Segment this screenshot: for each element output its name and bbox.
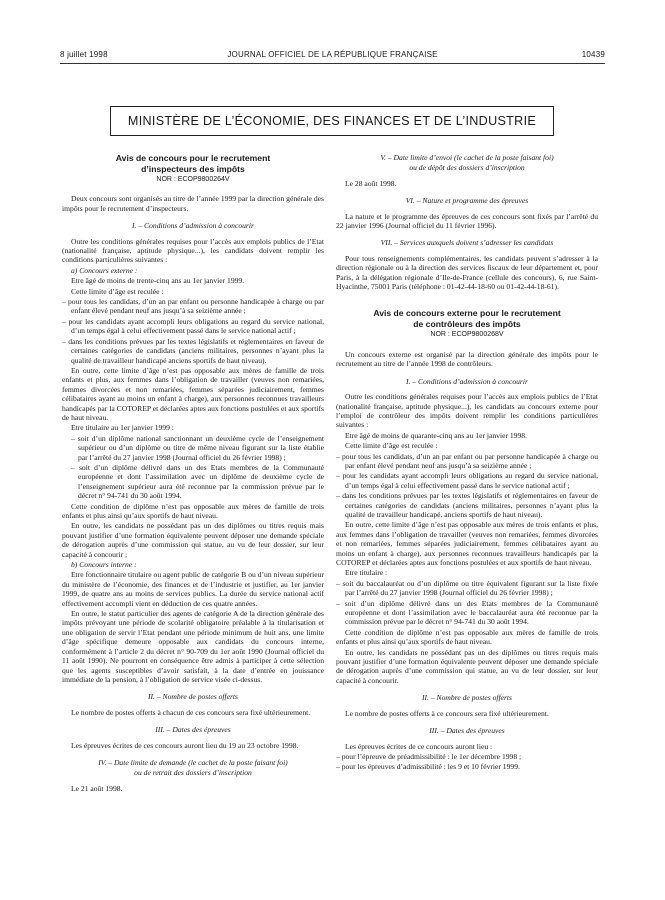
avis-title-line-1: Avis de concours pour le recrutement	[115, 153, 271, 163]
paragraph: Etre fonctionnaire titulaire ou agent public de catégorie B ou d’un niveau supérieur du ministère de l’économie, des finances et de l’industrie et justifier, au 1er janvier 1999, de quatre ans au moins de services publics. La durée du service national actif effectivement accompli vient en déduction de ces quatre années.	[62, 570, 324, 608]
page-header	[60, 50, 605, 62]
section-heading	[336, 238, 598, 247]
section-heading	[336, 726, 598, 735]
avis-title-line-2: d’inspecteurs des impôts	[141, 164, 245, 174]
paragraph: Outre les conditions générales requises pour l’accès aux emplois publics de l’Etat (nationalité française, aptitude physique...), les candidats doivent remplir les conditions particulières suivantes :	[62, 236, 324, 265]
paragraph: Outre les conditions générales requises pour l’accès aux emplois publics de l’Etat (nationalité française, aptitude physique...), les candidats au concours externe pour l’emploi de contrôleur des impôts doivent remplir les conditions particulières suivantes :	[336, 392, 598, 430]
paragraph: Etre titulaire au 1er janvier 1999 :	[71, 423, 174, 433]
paragraph: Les épreuves écrites de ces concours auront lieu du 19 au 23 octobre 1998.	[71, 740, 299, 750]
section-heading-text: II. – Nombre de postes offerts	[422, 693, 512, 703]
section-heading	[62, 221, 324, 230]
header-rule	[60, 63, 605, 64]
nor-reference: NOR : ECOP9800268V	[430, 331, 504, 339]
section-heading-text: III. – Dates des épreuves	[429, 726, 505, 736]
dash-item: – soit d’un diplôme national sanctionnant un deuxième cycle de l’enseignement supérieur ou d’un diplôme ou titre de même niveau figurant sur la liste établie par l’arrêté du 27 janvier 1998 (Journal officiel du 26 février 1998) ;	[71, 433, 324, 462]
paragraph: Un concours externe est organisé par la direction générale des impôts pour le recrutement au titre de l’année 1998 de contrôleurs.	[336, 349, 598, 369]
section-heading-line-1: V. – Date limite d’envoi (le cachet de la poste faisant foi)	[380, 153, 554, 162]
section-heading	[336, 196, 598, 205]
paragraph: Cette condition de diplôme n’est pas opposable aux mères de famille de trois enfants et plus ainsi qu’aux sportifs de haut niveau.	[336, 627, 598, 647]
dash-item: – soit d’un diplôme délivré dans un des Etats membres de la Communauté européenne et dont l’assimilation avec un diplôme de deuxième cycle de l’enseignement supérieur aura été reconnue par la commission prévue par le décret n° 94-741 du 30 août 1994.	[71, 462, 324, 501]
spacer	[336, 292, 598, 308]
paragraph: En outre, les candidats ne possédant pas un des diplômes ou titres requis mais pouvant justifier d’une formation équivalente peuvent déposer une demande spéciale de dérogation auprès d’une commission qui statue, au vu de leur dossier, sur leur capacité à concourir ;	[62, 521, 324, 559]
dash-item: – pour les candidats ayant accompli leurs obligations au regard du service national, d’un temps égal à celui effectivement passé dans le service national actif ;	[62, 316, 324, 336]
dash-item: – pour les candidats ayant accompli leurs obligations au regard du service national, d’un temps égal à celui effectivement passé dans le service national actif ;	[336, 471, 598, 490]
section-heading-line-2: ou de dépôt des dossiers d’inscription	[409, 163, 525, 173]
paragraph: Etre âgé de moins de quarante-cinq ans au 1er janvier 1998.	[345, 430, 527, 440]
section-heading	[336, 693, 598, 702]
paragraph: Cette condition de diplôme n’est pas opposable aux mères de famille de trois enfants et plus ainsi qu’aux sportifs de haut niveau.	[62, 501, 324, 520]
header-date: 8 juillet 1998	[60, 50, 108, 59]
section-heading-line-2: ou de retrait des dossiers d’inscription	[134, 768, 252, 778]
avis-title-line-1: Avis de concours externe pour le recrutement	[373, 308, 561, 319]
subheading: a) Concours externe :	[71, 265, 138, 275]
section-heading-text: VI. – Nature et programme des épreuves	[405, 196, 529, 206]
paragraph: Pour tous renseignements complémentaires, les candidats peuvent s’adresser à la direction régionale ou à la direction des services fiscaux de leur département et, pour Paris, à la délégation régionale d’Ile-de-France (cellule des concours), 6, rue Saint-Hyacinthe, 75001 Paris (téléphone : 01-42-44-18-60 ou 01-42-44-18-61).	[336, 253, 598, 292]
paragraph: Le nombre de postes offerts à ce concours sera fixé ultérieurement.	[345, 708, 549, 718]
dash-item: – pour les épreuves d’admissibilité : les 9 et 10 février 1999.	[336, 762, 520, 772]
section-heading	[336, 377, 598, 386]
dash-item: – pour l’épreuve de préadmissibilité : le 1er décembre 1998 ;	[336, 751, 522, 761]
paragraph: Cette limite d’âge est reculée :	[71, 286, 164, 296]
dash-item: – pour tous les candidats, d’un an par enfant ou personne handicapée à charge ou par enfant élevé pendant neuf ans jusqu’à sa seizième année ;	[62, 297, 324, 316]
dash-item: – dans les conditions prévues par les textes législatifs et réglementaires en faveur de certaines catégories de candidats (anciens militaires, personnes n’ayant plus la qualité de travailleur handicapé, anciens sportifs de haut niveau).	[336, 491, 598, 519]
ministry-title: MINISTÈRE DE L’ÉCONOMIE, DES FINANCES ET DE L’INDUSTRIE	[110, 106, 554, 136]
section-heading-text: I. – Conditions d’admission à concourir	[132, 221, 254, 231]
subheading: b) Concours interne :	[71, 560, 137, 570]
avis-title-line-2: de contrôleurs des impôts	[413, 319, 521, 330]
section-heading-text: VII. – Services auxquels doivent s’adresser les candidats	[380, 238, 554, 248]
section-heading-text: I. – Conditions d’admission à concourir	[406, 376, 528, 386]
paragraph: En outre, les candidats ne possédant pas un des diplômes ou titres requis mais pouvant justifier d’une formation équivalente peuvent déposer une demande spéciale de dérogation auprès d’une commission qui statue, au vu de leur dossier, sur leur capacité à concourir.	[336, 647, 598, 685]
section-heading	[62, 725, 324, 734]
section-heading-line-1: IV. – Date limite de demande (le cachet de la poste faisant foi)	[98, 757, 288, 767]
section-heading	[62, 692, 324, 701]
nor-reference: NOR : ECOP9800264V	[156, 176, 230, 183]
paragraph: Le 28 août 1998.	[345, 178, 397, 188]
section-heading-text: III. – Dates des épreuves	[155, 725, 231, 735]
paragraph: Deux concours sont organisés au titre de l’année 1999 par la direction générale des impôts pour le recrutement d’inspecteurs.	[62, 194, 324, 213]
header-journal-title: JOURNAL OFFICIEL DE LA RÉPUBLIQUE FRANÇAISE	[227, 50, 438, 59]
paragraph: En outre, cette limite d’âge n’est pas opposable aux mères de famille de trois enfants et plus, aux femmes dans l’obligation de travailler (veuves non remariées, femmes divorcées et non remariées, femmes séparées judiciairement, femmes célibataires ayant au moins un enfant à charge), aux personnes reconnues travailleurs handicapés par la COTOREP et déclarées aptes aux fonctions postulées et aux sportifs de haut niveau.	[62, 365, 324, 422]
right-column	[336, 153, 598, 893]
paragraph: Le 21 août 1998.	[71, 783, 123, 793]
paragraph: Etre titulaire :	[345, 568, 388, 578]
paragraph: Etre âgé de moins de trente-cinq ans au 1er janvier 1999.	[71, 276, 245, 286]
paragraph: Cette limite d’âge est reculée :	[345, 441, 438, 451]
dash-item: – soit du baccalauréat ou d’un diplôme ou titre équivalent figurant sur la liste fixée par l’arrêté du 27 janvier 1998 (Journal officiel du 26 février 1998) ;	[336, 578, 598, 598]
dash-item: – soit d’un diplôme délivré dans un des Etats membres de la Communauté européenne et dont l’assimilation avec le baccalauréat aura été reconnue par la commission prévue par le décret n° 94-741 du 30 août 1994.	[336, 598, 598, 627]
paragraph: En outre, cette limite d’âge n’est pas opposable aux mères de trois enfants et plus, aux femmes dans l’obligation de travailler (veuves non remariées, femmes divorcées et non remariées, femmes séparées judiciairement, femmes célibataires ayant au moins un enfant à charge), aux personnes reconnues travailleurs handicapés par la COTOREP et déclarées aptes aux fonctions postulées et aux sportifs de haut niveau.	[336, 520, 598, 567]
dash-item: – pour tous les candidats, d’un an par enfant ou par personne handicapée à charge ou par enfant élevé pendant neuf ans jusqu’à sa seizième année ;	[336, 451, 598, 470]
paragraph: Les épreuves écrites de ce concours auront lieu :	[345, 741, 493, 751]
paragraph: Le nombre de postes offerts à chacun de ces concours sera fixé ultérieurement.	[71, 707, 311, 717]
paragraph: En outre, le statut particulier des agents de catégorie A de la direction générale des impôts prévoyant une période de scolarité obligatoire préalable à la titularisation et une obligation de servir l’Etat pendant une période minimum de huit ans, une limite d’âge spécifique demeure opposable aux candidats du concours interne, conformément à l’article 2 du décret n° 90-709 du 1er août 1990 (Journal officiel du 11 août 1990). Ne pourront en conséquence être admis à participer à cette sélection que les agents susceptibles d’avoir satisfait, à la date d’entrée en jouissance immédiate de la pension, à l’obligation de service visée ci-dessus.	[62, 609, 324, 684]
section-heading-text: II. – Nombre de postes offerts	[148, 692, 238, 702]
paragraph: La nature et le programme des épreuves de ces concours sont fixés par l’arrêté du 22 janvier 1996 (Journal officiel du 11 février 1996).	[336, 211, 598, 231]
header-page-number: 10439	[581, 50, 605, 59]
left-column	[62, 153, 324, 893]
dash-item: – dans les conditions prévues par les textes législatifs et réglementaires en faveur de certaines catégories de candidats (anciens militaires, personnes n’ayant plus la qualité de travailleur handicapé anciens sportifs de haut niveau).	[62, 336, 324, 365]
